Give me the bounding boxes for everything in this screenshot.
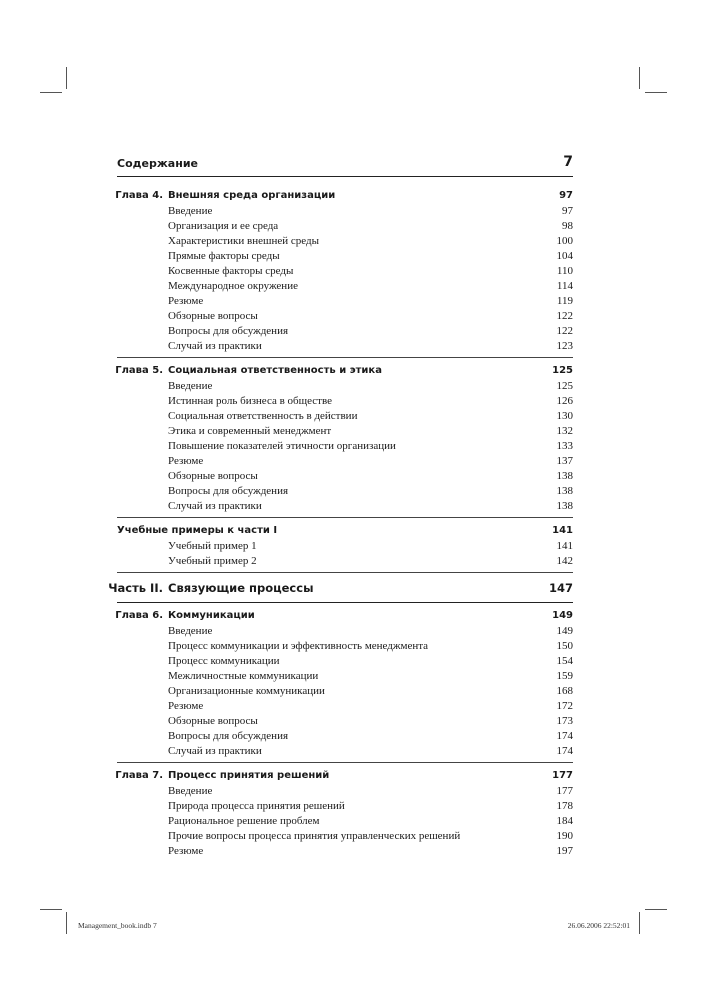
section-title: Введение xyxy=(168,205,213,217)
section-page: 130 xyxy=(556,410,573,422)
section-page: 178 xyxy=(556,800,573,812)
part-page: 147 xyxy=(548,581,573,595)
section-title: Введение xyxy=(168,785,213,797)
section-entry[interactable] xyxy=(117,469,573,484)
crop-mark xyxy=(639,912,640,934)
section-title: Рациональное решение проблем xyxy=(168,815,320,827)
section-page: 184 xyxy=(556,815,573,827)
running-head xyxy=(117,154,573,177)
section-entry[interactable] xyxy=(117,219,573,234)
section-page: 100 xyxy=(556,235,573,247)
section-title: Межличностные коммуникации xyxy=(168,670,319,682)
chapter-page: 149 xyxy=(552,610,573,621)
chapter-title: Коммуникации xyxy=(168,610,255,621)
section-page: 174 xyxy=(556,745,573,757)
section-page: 138 xyxy=(556,470,573,482)
section-page: 197 xyxy=(556,845,573,857)
chapter-label: Глава 7. xyxy=(115,770,163,781)
section-title: Процесс коммуникации и эффективность менеджмента xyxy=(168,640,429,652)
section-entry[interactable] xyxy=(117,204,573,219)
section-page: 126 xyxy=(556,395,573,407)
section-title: Обзорные вопросы xyxy=(168,715,258,727)
examples-page: 141 xyxy=(552,525,573,536)
examples-block xyxy=(117,522,573,573)
section-page: 141 xyxy=(556,540,573,552)
section-page: 149 xyxy=(556,625,573,637)
footer-filename: Management_book.indb 7 xyxy=(78,921,157,930)
section-entry[interactable] xyxy=(117,439,573,454)
chapter-entry[interactable] xyxy=(117,607,573,624)
section-title: Вопросы для обсуждения xyxy=(168,325,289,337)
section-page: 98 xyxy=(562,220,573,232)
footer-timestamp: 26.06.2006 22:52:01 xyxy=(567,921,630,930)
section-page: 119 xyxy=(556,295,573,307)
chapter-block xyxy=(117,187,573,358)
section-title: Косвенные факторы среды xyxy=(168,265,294,277)
section-page: 125 xyxy=(556,380,573,392)
crop-mark xyxy=(645,909,667,910)
part-title: Связующие процессы xyxy=(168,581,314,595)
section-title: Введение xyxy=(168,625,213,637)
section-entry[interactable] xyxy=(117,669,573,684)
chapter-entry[interactable] xyxy=(117,362,573,379)
section-title: Процесс коммуникации xyxy=(168,655,280,667)
section-page: 122 xyxy=(556,310,573,322)
section-title: Резюме xyxy=(168,700,204,712)
chapter-block xyxy=(117,767,573,862)
section-page: 123 xyxy=(556,340,573,352)
section-page: 142 xyxy=(556,555,573,567)
section-title: Организация и ее среда xyxy=(168,220,279,232)
section-entry[interactable] xyxy=(117,829,573,844)
section-entry[interactable] xyxy=(117,639,573,654)
chapter-entry[interactable] xyxy=(117,767,573,784)
section-page: 132 xyxy=(556,425,573,437)
section-entry[interactable] xyxy=(117,379,573,394)
section-page: 177 xyxy=(556,785,573,797)
section-page: 138 xyxy=(556,500,573,512)
section-entry[interactable] xyxy=(117,654,573,669)
section-page: 97 xyxy=(562,205,573,217)
chapter-title: Социальная ответственность и этика xyxy=(168,365,382,376)
section-entry[interactable] xyxy=(117,714,573,729)
section-title: Учебный пример 1 xyxy=(168,540,257,552)
section-entry[interactable] xyxy=(117,409,573,424)
chapter-block xyxy=(117,362,573,518)
section-entry[interactable] xyxy=(117,784,573,799)
section-title: Резюме xyxy=(168,295,204,307)
chapter-entry[interactable] xyxy=(117,187,573,204)
crop-mark xyxy=(40,909,62,910)
section-entry[interactable] xyxy=(117,539,573,554)
section-title: Прочие вопросы процесса принятия управленческих решений xyxy=(168,830,461,842)
section-entry[interactable] xyxy=(117,294,573,309)
part-label: Часть II. xyxy=(108,581,163,595)
crop-mark xyxy=(639,67,640,89)
section-entry[interactable] xyxy=(117,684,573,699)
section-page: 173 xyxy=(556,715,573,727)
section-page: 104 xyxy=(556,250,573,262)
section-title: Истинная роль бизнеса в обществе xyxy=(168,395,332,407)
section-entry[interactable] xyxy=(117,249,573,264)
section-title: Этика и современный менеджмент xyxy=(168,425,332,437)
section-entry[interactable] xyxy=(117,554,573,569)
chapter-page: 97 xyxy=(559,190,573,201)
page-number: 7 xyxy=(563,154,573,170)
section-title: Случай из практики xyxy=(168,745,262,757)
section-entry[interactable] xyxy=(117,339,573,354)
section-page: 174 xyxy=(556,730,573,742)
examples-entry[interactable] xyxy=(117,522,573,539)
section-entry[interactable] xyxy=(117,279,573,294)
section-page: 159 xyxy=(556,670,573,682)
section-entry[interactable] xyxy=(117,699,573,714)
section-page: 150 xyxy=(556,640,573,652)
chapter-page: 125 xyxy=(552,365,573,376)
section-page: 138 xyxy=(556,485,573,497)
section-title: Обзорные вопросы xyxy=(168,310,258,322)
chapter-label: Глава 4. xyxy=(115,190,163,201)
section-page: 168 xyxy=(556,685,573,697)
section-title: Повышение показателей этичности организации xyxy=(168,440,396,452)
running-head-title: Содержание xyxy=(117,157,198,170)
section-title: Случай из практики xyxy=(168,340,262,352)
section-title: Природа процесса принятия решений xyxy=(168,800,345,812)
crop-mark xyxy=(645,92,667,93)
section-entry[interactable] xyxy=(117,424,573,439)
section-title: Международное окружение xyxy=(168,280,298,292)
section-entry[interactable] xyxy=(117,234,573,249)
section-title: Вопросы для обсуждения xyxy=(168,730,289,742)
section-entry[interactable] xyxy=(117,394,573,409)
section-page: 133 xyxy=(556,440,573,452)
chapter-title: Процесс принятия решений xyxy=(168,770,330,781)
section-entry[interactable] xyxy=(117,309,573,324)
section-title: Резюме xyxy=(168,455,204,467)
section-entry[interactable] xyxy=(117,814,573,829)
chapter-label: Глава 5. xyxy=(115,365,163,376)
section-title: Характеристики внешней среды xyxy=(168,235,319,247)
section-title: Обзорные вопросы xyxy=(168,470,258,482)
section-entry[interactable] xyxy=(117,454,573,469)
section-entry[interactable] xyxy=(117,799,573,814)
section-page: 190 xyxy=(556,830,573,842)
section-entry[interactable] xyxy=(117,264,573,279)
section-entry[interactable] xyxy=(117,729,573,744)
crop-mark xyxy=(66,912,67,934)
chapter-page: 177 xyxy=(552,770,573,781)
section-title: Организационные коммуникации xyxy=(168,685,325,697)
section-title: Случай из практики xyxy=(168,500,262,512)
section-entry[interactable] xyxy=(117,324,573,339)
crop-mark xyxy=(66,67,67,89)
section-entry[interactable] xyxy=(117,844,573,859)
section-page: 172 xyxy=(556,700,573,712)
section-title: Прямые факторы среды xyxy=(168,250,280,262)
section-entry[interactable] xyxy=(117,624,573,639)
table-of-contents xyxy=(108,187,573,866)
section-title: Резюме xyxy=(168,845,204,857)
section-title: Учебный пример 2 xyxy=(168,555,257,567)
section-title: Вопросы для обсуждения xyxy=(168,485,289,497)
chapter-label: Глава 6. xyxy=(115,610,163,621)
section-title: Введение xyxy=(168,380,213,392)
section-page: 154 xyxy=(556,655,573,667)
chapter-block xyxy=(117,607,573,763)
section-page: 122 xyxy=(556,325,573,337)
section-page: 137 xyxy=(556,455,573,467)
examples-title: Учебные примеры к части I xyxy=(117,525,278,536)
section-entry[interactable] xyxy=(117,499,573,514)
section-entry[interactable] xyxy=(117,744,573,759)
crop-mark xyxy=(40,92,62,93)
section-title: Социальная ответственность в действии xyxy=(168,410,358,422)
section-page: 114 xyxy=(556,280,573,292)
section-page: 110 xyxy=(556,265,573,277)
part-entry[interactable] xyxy=(108,577,573,599)
part-block xyxy=(108,577,573,603)
section-entry[interactable] xyxy=(117,484,573,499)
chapter-title: Внешняя среда организации xyxy=(168,190,336,201)
